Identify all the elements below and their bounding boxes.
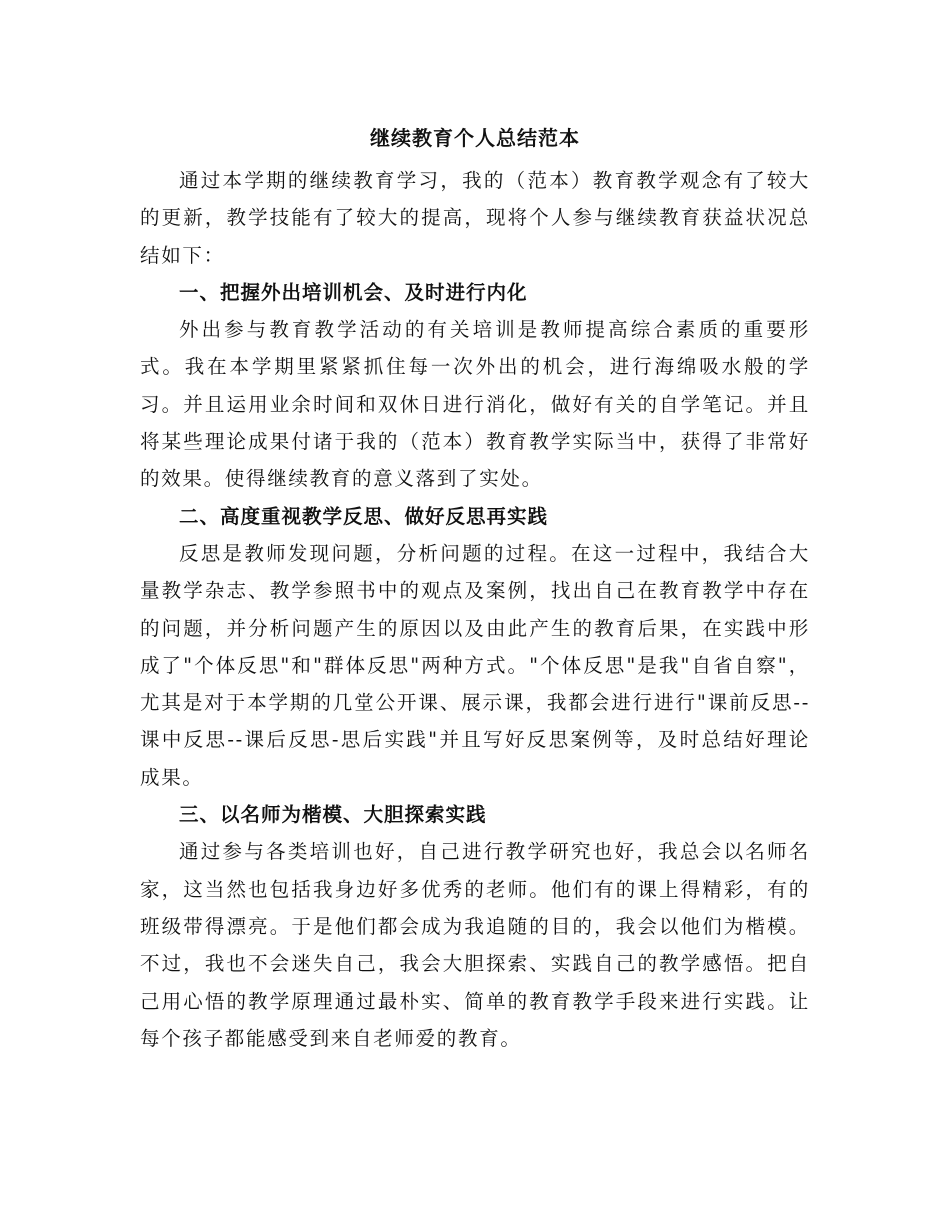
section-1-body: 外出参与教育教学活动的有关培训是教师提高综合素质的重要形式。我在本学期里紧紧抓住每一次外出的机会，进行海绵吸水般的学习。并且运用业余时间和双休日进行消化，做好有关的自学笔记。并且将某些理论成果付诸于我的（范本）教育教学实际当中，获得了非常好的效果。使得继续教育的意义落到了实处。	[140, 318, 810, 491]
intro-paragraph: 通过本学期的继续教育学习，我的（范本）教育教学观念有了较大的更新，教学技能有了较大的提高，现将个人参与继续教育获益状况总结如下：	[140, 169, 810, 267]
section-3-heading: 三、以名师为楷模、大胆探索实践	[179, 803, 487, 827]
section-3-body: 通过参与各类培训也好，自己进行教学研究也好，我总会以名师名家，这当然也包括我身边好多优秀的老师。他们有的课上得精彩，有的班级带得漂亮。于是他们都会成为我追随的目的，我会以他们为楷模。不过，我也不会迷失自己，我会大胆探索、实践自己的教学感悟。把自己用心悟的教学原理通过最朴实、简单的教育教学手段来进行实践。让每个孩子都能感受到来自老师爱的教育。	[140, 840, 810, 1050]
section-1-heading: 一、把握外出培训机会、及时进行内化	[179, 280, 528, 304]
document-page	[140, 118, 810, 1057]
document-title: 继续教育个人总结范本	[370, 126, 580, 150]
section-2-body: 反思是教师发现问题，分析问题的过程。在这一过程中，我结合大量教学杂志、教学参照书中的观点及案例，找出自己在教育教学中存在的问题，并分析问题产生的原因以及由此产生的教育后果，在实践中形成了"个体反思"和"群体反思"两种方式。"个体反思"是我"自省自察"，尤其是对于本学期的几堂公开课、展示课，我都会进行进行"课前反思--课中反思--课后反思-思后实践"并且写好反思案例等，及时总结好理论成果。	[140, 541, 810, 789]
section-2-heading: 二、高度重视教学反思、做好反思再实践	[179, 504, 549, 528]
